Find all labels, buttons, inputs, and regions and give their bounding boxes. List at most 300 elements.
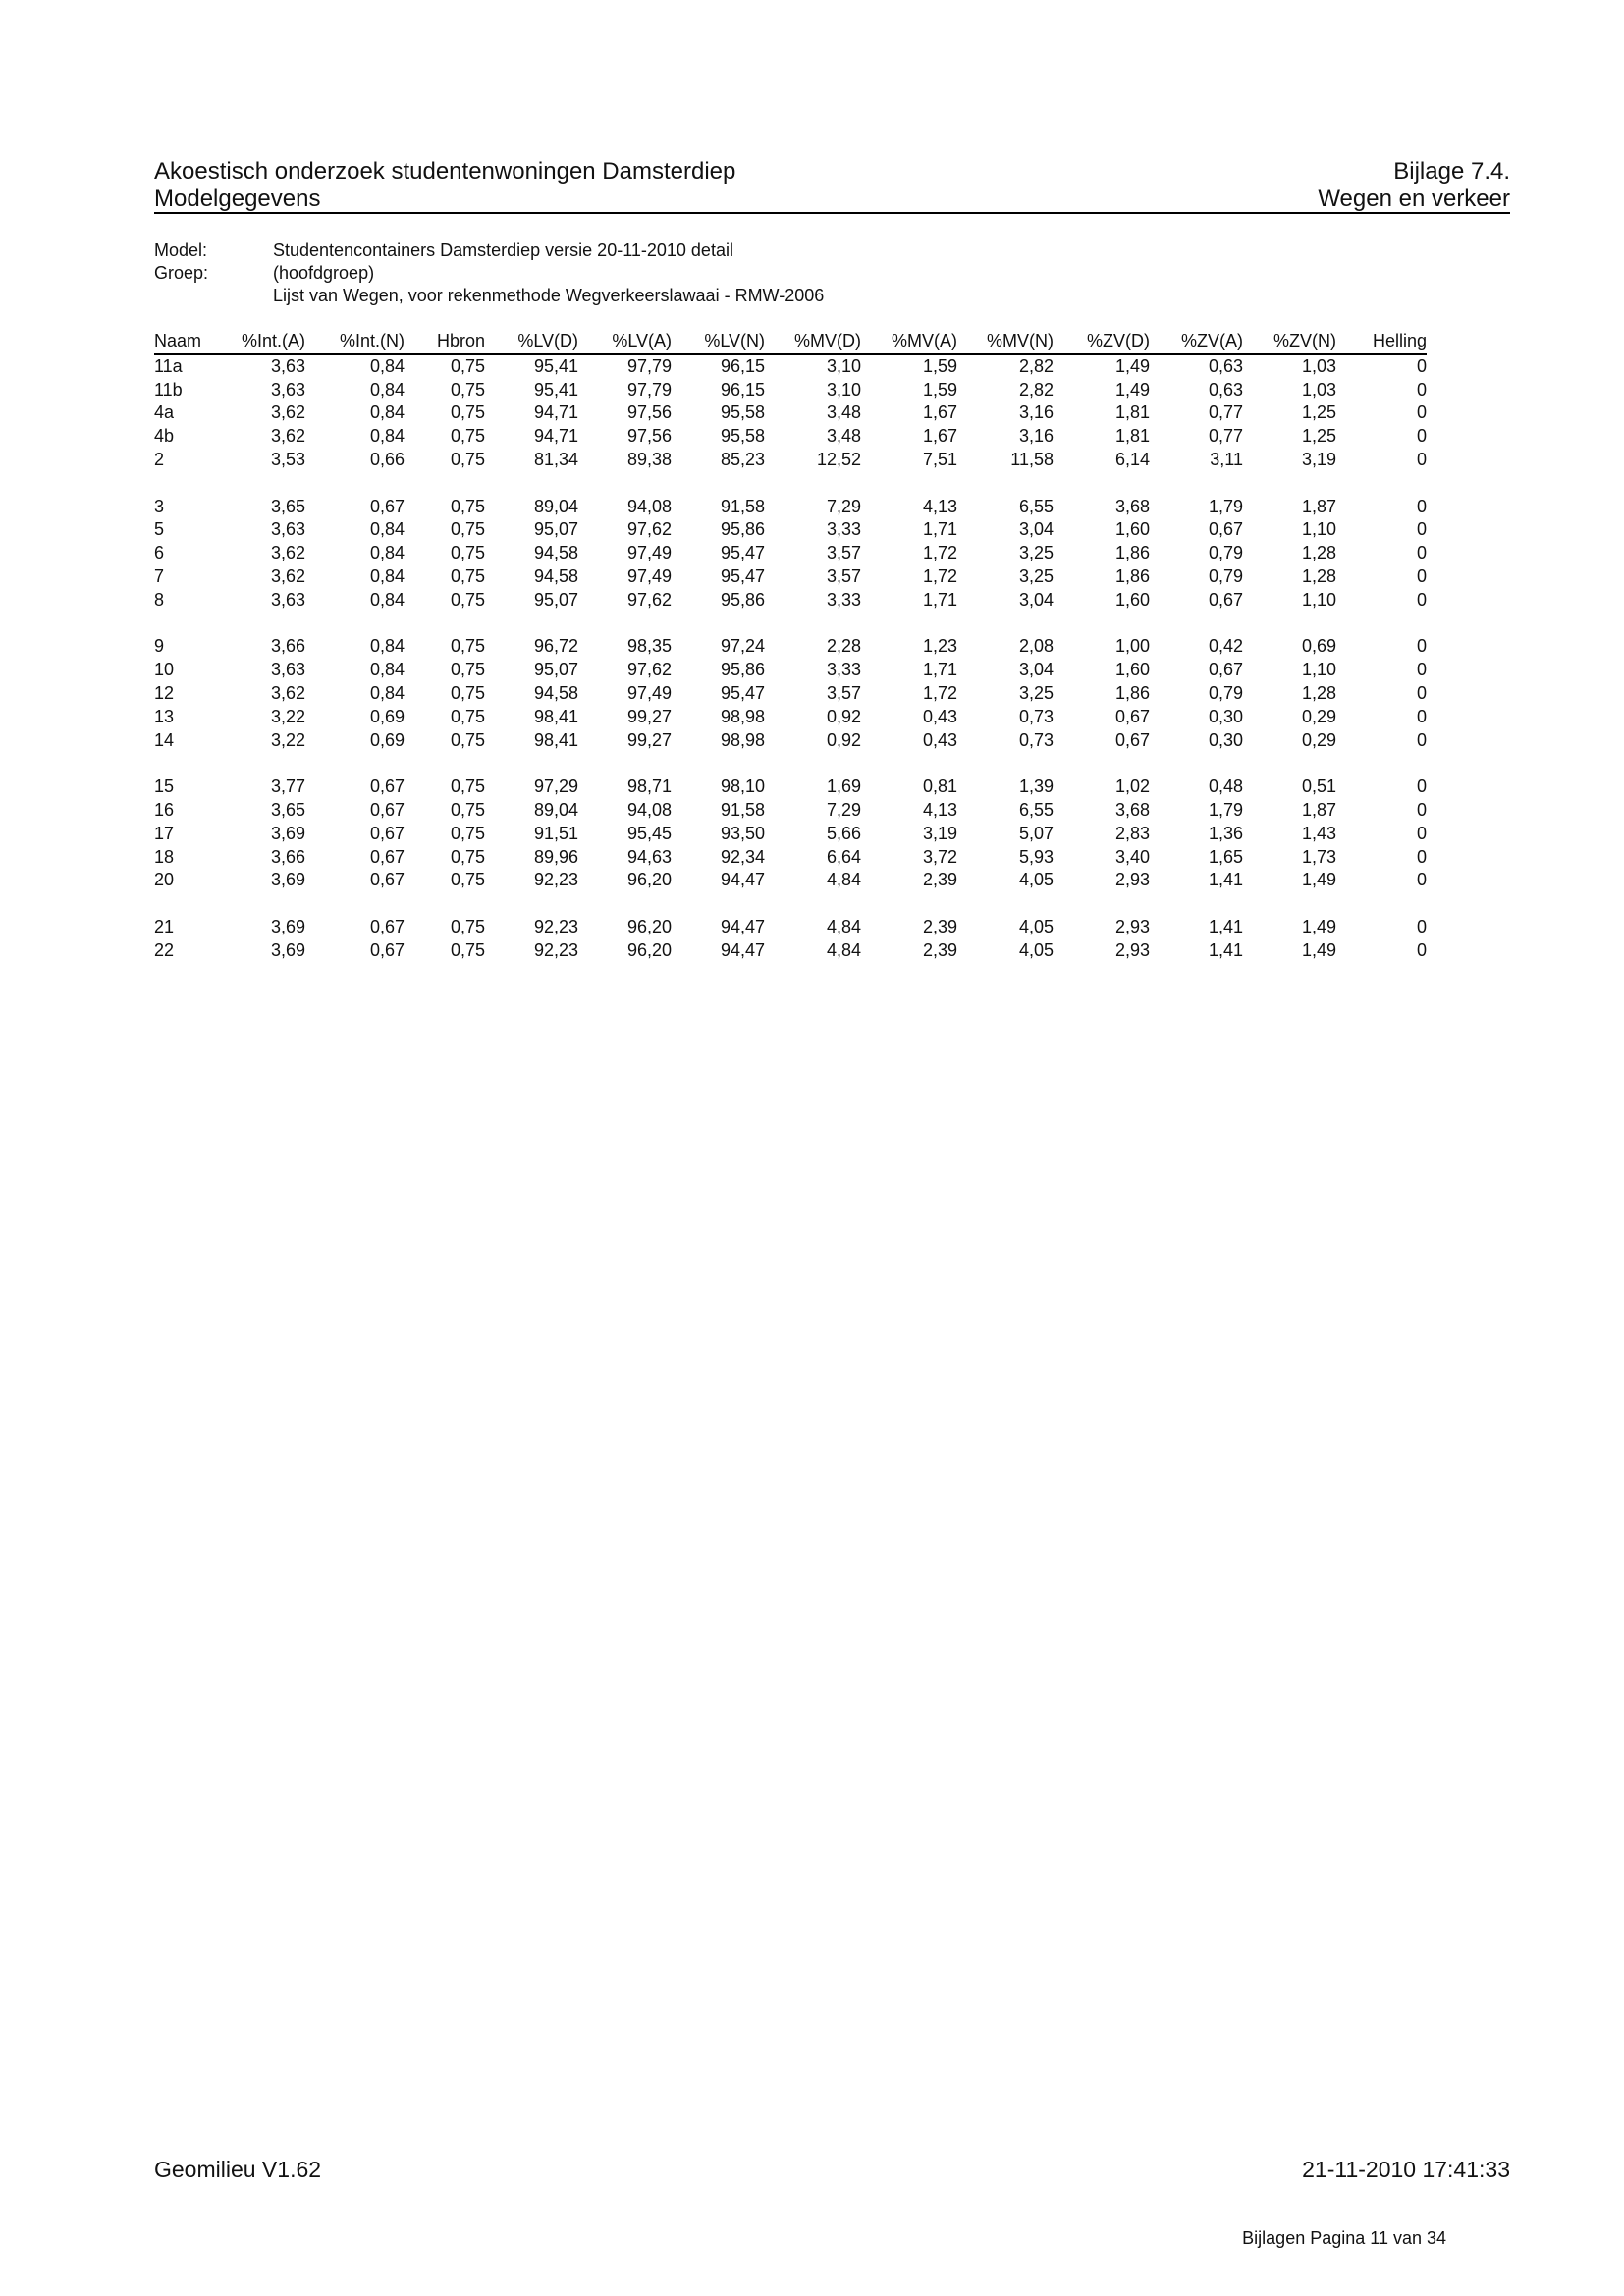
table-cell: 6,55 [1018, 799, 1054, 820]
table-cell: 2,93 [1114, 939, 1150, 960]
table-cell: 98,41 [533, 706, 578, 726]
table-cell: 1,49 [1301, 916, 1336, 936]
table-cell: 1,81 [1114, 402, 1150, 423]
table-cell: 1,60 [1114, 660, 1150, 680]
table-cell: 1,87 [1301, 799, 1336, 820]
table-cell: 97,79 [626, 355, 672, 376]
table-cell: 95,07 [533, 660, 578, 680]
road-name-cell: 5 [154, 519, 165, 540]
table-cell: 99,27 [626, 729, 672, 750]
table-cell: 1,02 [1114, 776, 1150, 797]
table-cell: 3,65 [270, 799, 305, 820]
table-row [154, 589, 1427, 613]
table-cell: 0,67 [369, 916, 405, 936]
table-cell: 92,34 [720, 846, 765, 867]
table-cell: 0 [1416, 660, 1427, 680]
table-cell: 92,23 [533, 939, 578, 960]
table-cell: 3,69 [270, 823, 305, 843]
table-cell: 0,81 [922, 776, 957, 797]
table-cell: 1,49 [1301, 939, 1336, 960]
table-row [154, 635, 1427, 659]
table-cell: 0,75 [450, 379, 485, 400]
table-cell: 94,08 [626, 799, 672, 820]
table-cell: 1,72 [922, 565, 957, 586]
table-cell: 95,47 [720, 682, 765, 703]
table-cell: 3,19 [922, 823, 957, 843]
table-body [154, 354, 1427, 963]
table-cell: 1,69 [826, 776, 861, 797]
table-cell: 0,75 [450, 519, 485, 540]
table-cell: 0,73 [1018, 706, 1054, 726]
table-cell: 0,75 [450, 916, 485, 936]
print-datetime: 21-11-2010 17:41:33 [1302, 2157, 1510, 2182]
table-cell: 0 [1416, 729, 1427, 750]
table-cell: 3,63 [270, 355, 305, 376]
table-cell: 0,77 [1208, 402, 1243, 423]
table-cell: 6,64 [826, 846, 861, 867]
table-cell: 99,27 [626, 706, 672, 726]
table-cell: 95,86 [720, 589, 765, 610]
table-cell: 97,62 [626, 519, 672, 540]
table-cell: 98,98 [720, 706, 765, 726]
table-cell: 97,49 [626, 543, 672, 563]
column-header: %ZV(N) [1273, 331, 1336, 350]
table-cell: 0 [1416, 496, 1427, 516]
road-name-cell: 9 [154, 636, 165, 657]
table-cell: 1,71 [922, 589, 957, 610]
table-cell: 0,75 [450, 496, 485, 516]
column-header: %Int.(A) [241, 331, 305, 350]
table-cell: 3,62 [270, 565, 305, 586]
table-cell: 1,60 [1114, 589, 1150, 610]
table-cell: 0,30 [1208, 706, 1243, 726]
table-cell: 95,07 [533, 589, 578, 610]
column-header: %MV(D) [794, 331, 861, 350]
table-cell: 1,39 [1018, 776, 1054, 797]
table-cell: 0 [1416, 682, 1427, 703]
groep-label: Groep: [154, 263, 209, 283]
table-cell: 3,63 [270, 589, 305, 610]
table-row [154, 916, 1427, 939]
table-cell: 3,25 [1018, 565, 1054, 586]
table-cell: 0,67 [1208, 519, 1243, 540]
table-cell: 3,63 [270, 660, 305, 680]
table-cell: 1,41 [1208, 870, 1243, 890]
table-cell: 0,75 [450, 589, 485, 610]
table-cell: 0,84 [369, 589, 405, 610]
table-cell: 0 [1416, 823, 1427, 843]
document-title: Akoestisch onderzoek studentenwoningen Damsterdiep [154, 158, 736, 185]
table-cell: 3,25 [1018, 682, 1054, 703]
table-cell: 4,84 [826, 870, 861, 890]
table-cell: 6,55 [1018, 496, 1054, 516]
table-cell: 3,48 [826, 426, 861, 447]
table-cell: 81,34 [533, 449, 578, 469]
table-cell: 2,39 [922, 870, 957, 890]
table-cell: 3,16 [1018, 402, 1054, 423]
road-name-cell: 7 [154, 565, 165, 586]
software-version: Geomilieu V1.62 [154, 2157, 322, 2182]
road-name-cell: 4a [154, 402, 175, 423]
table-cell: 3,16 [1018, 426, 1054, 447]
table-cell: 0,42 [1208, 636, 1243, 657]
table-cell: 0 [1416, 589, 1427, 610]
table-cell: 0,67 [369, 939, 405, 960]
road-name-cell: 14 [154, 729, 175, 750]
table-cell: 0 [1416, 776, 1427, 797]
table-cell: 98,98 [720, 729, 765, 750]
table-cell: 94,71 [533, 426, 578, 447]
table-cell: 3,63 [270, 379, 305, 400]
table-cell: 1,03 [1301, 355, 1336, 376]
table-cell: 0,75 [450, 682, 485, 703]
table-cell: 0 [1416, 426, 1427, 447]
road-name-cell: 15 [154, 776, 175, 797]
table-cell: 97,56 [626, 426, 672, 447]
table-cell: 4,84 [826, 939, 861, 960]
table-row [154, 706, 1427, 729]
table-cell: 1,59 [922, 379, 957, 400]
table-cell: 95,58 [720, 426, 765, 447]
table-cell: 3,65 [270, 496, 305, 516]
table-cell: 0,79 [1208, 682, 1243, 703]
header-line-2 [154, 186, 1510, 213]
table-cell: 0 [1416, 706, 1427, 726]
table-cell: 1,10 [1301, 519, 1336, 540]
table-cell: 0 [1416, 870, 1427, 890]
table-cell: 3,66 [270, 846, 305, 867]
table-cell: 92,23 [533, 870, 578, 890]
table-row [154, 939, 1427, 963]
table-cell: 98,71 [626, 776, 672, 797]
column-header: %LV(D) [517, 331, 578, 350]
table-cell: 0 [1416, 939, 1427, 960]
table-cell: 96,15 [720, 355, 765, 376]
table-cell: 97,79 [626, 379, 672, 400]
table-cell: 3,68 [1114, 496, 1150, 516]
table-cell: 89,04 [533, 496, 578, 516]
table-cell: 95,47 [720, 565, 765, 586]
table-cell: 3,62 [270, 402, 305, 423]
table-cell: 0,67 [369, 870, 405, 890]
table-cell: 0,84 [369, 543, 405, 563]
table-cell: 4,05 [1018, 939, 1054, 960]
page-number: Bijlagen Pagina 11 van 34 [1242, 2228, 1446, 2248]
table-cell: 1,72 [922, 543, 957, 563]
table-cell: 91,58 [720, 799, 765, 820]
table-cell: 95,45 [626, 823, 672, 843]
table-cell: 0,75 [450, 846, 485, 867]
table-cell: 0,30 [1208, 729, 1243, 750]
table-cell: 1,71 [922, 660, 957, 680]
table-cell: 0,84 [369, 379, 405, 400]
header-divider [154, 212, 1510, 214]
table-cell: 2,83 [1114, 823, 1150, 843]
table-cell: 3,04 [1018, 589, 1054, 610]
table-cell: 0,75 [450, 799, 485, 820]
groep-value: (hoofdgroep) [273, 263, 375, 283]
table-cell: 3,22 [270, 706, 305, 726]
column-header: Naam [154, 331, 202, 350]
table-cell: 12,52 [816, 449, 861, 469]
table-cell: 0,73 [1018, 729, 1054, 750]
table-cell: 0,67 [369, 823, 405, 843]
table-row [154, 846, 1427, 870]
road-name-cell: 2 [154, 449, 165, 469]
column-header: %ZV(D) [1087, 331, 1150, 350]
road-name-cell: 10 [154, 660, 175, 680]
table-cell: 4,05 [1018, 916, 1054, 936]
table-cell: 96,20 [626, 916, 672, 936]
table-cell: 3,77 [270, 776, 305, 797]
table-cell: 0,79 [1208, 543, 1243, 563]
table-cell: 0,84 [369, 660, 405, 680]
table-cell: 4,05 [1018, 870, 1054, 890]
table-cell: 85,23 [720, 449, 765, 469]
table-cell: 0 [1416, 799, 1427, 820]
road-name-cell: 22 [154, 939, 175, 960]
table-cell: 0,84 [369, 519, 405, 540]
table-cell: 0,75 [450, 565, 485, 586]
table-cell: 0,67 [1114, 729, 1150, 750]
table-cell: 3,57 [826, 543, 861, 563]
table-cell: 1,36 [1208, 823, 1243, 843]
table-cell: 0,63 [1208, 379, 1243, 400]
table-cell: 0,63 [1208, 355, 1243, 376]
table-cell: 0,51 [1301, 776, 1336, 797]
table-cell: 0,67 [1114, 706, 1150, 726]
table-cell: 0,67 [369, 496, 405, 516]
table-cell: 1,79 [1208, 799, 1243, 820]
table-cell: 97,24 [720, 636, 765, 657]
table-cell: 0,84 [369, 402, 405, 423]
table-cell: 2,82 [1018, 355, 1054, 376]
lijst-description: Lijst van Wegen, voor rekenmethode Wegverkeerslawaai - RMW-2006 [273, 286, 825, 305]
table-cell: 0,67 [369, 776, 405, 797]
table-row [154, 379, 1427, 402]
table-cell: 93,50 [720, 823, 765, 843]
table-cell: 0,92 [826, 706, 861, 726]
table-cell: 3,62 [270, 543, 305, 563]
table-cell: 3,25 [1018, 543, 1054, 563]
column-header: %LV(A) [612, 331, 672, 350]
table-row [154, 496, 1427, 519]
table-cell: 1,49 [1114, 379, 1150, 400]
table-cell: 97,56 [626, 402, 672, 423]
table-cell: 3,69 [270, 916, 305, 936]
table-cell: 3,66 [270, 636, 305, 657]
table-cell: 0,75 [450, 402, 485, 423]
table-cell: 98,35 [626, 636, 672, 657]
table-cell: 0,75 [450, 870, 485, 890]
table-cell: 1,59 [922, 355, 957, 376]
table-cell: 0,67 [1208, 660, 1243, 680]
table-cell: 2,93 [1114, 870, 1150, 890]
table-row [154, 869, 1427, 892]
table-cell: 5,07 [1018, 823, 1054, 843]
table-cell: 3,57 [826, 565, 861, 586]
table-cell: 94,58 [533, 682, 578, 703]
table-cell: 95,41 [533, 379, 578, 400]
table-cell: 0 [1416, 449, 1427, 469]
road-name-cell: 17 [154, 823, 175, 843]
group-spacer [154, 892, 1427, 916]
table-cell: 95,58 [720, 402, 765, 423]
table-cell: 95,86 [720, 519, 765, 540]
table-cell: 0 [1416, 636, 1427, 657]
table-cell: 1,43 [1301, 823, 1336, 843]
roads-table [154, 330, 1427, 963]
table-cell: 94,63 [626, 846, 672, 867]
table-cell: 1,28 [1301, 682, 1336, 703]
column-header: %ZV(A) [1181, 331, 1243, 350]
table-cell: 0,84 [369, 565, 405, 586]
table-cell: 95,07 [533, 519, 578, 540]
table-cell: 0 [1416, 379, 1427, 400]
table-row [154, 401, 1427, 425]
table-cell: 11,58 [1010, 449, 1054, 469]
table-cell: 3,33 [826, 519, 861, 540]
table-cell: 0,75 [450, 355, 485, 376]
table-cell: 2,39 [922, 939, 957, 960]
table-cell: 1,28 [1301, 543, 1336, 563]
table-cell: 0,29 [1301, 706, 1336, 726]
table-cell: 0,75 [450, 660, 485, 680]
table-header-row [154, 330, 1427, 354]
table-cell: 97,62 [626, 660, 672, 680]
table-cell: 0 [1416, 355, 1427, 376]
table-cell: 1,72 [922, 682, 957, 703]
table-cell: 3,10 [826, 355, 861, 376]
table-cell: 3,62 [270, 682, 305, 703]
table-cell: 0,92 [826, 729, 861, 750]
table-cell: 94,47 [720, 870, 765, 890]
table-cell: 1,71 [922, 519, 957, 540]
table-cell: 7,29 [826, 496, 861, 516]
table-cell: 94,47 [720, 939, 765, 960]
table-cell: 4,13 [922, 496, 957, 516]
table-cell: 1,86 [1114, 543, 1150, 563]
table-row [154, 449, 1427, 472]
table-cell: 0,84 [369, 426, 405, 447]
table-cell: 95,86 [720, 660, 765, 680]
table-cell: 3,19 [1301, 449, 1336, 469]
table-cell: 1,25 [1301, 402, 1336, 423]
table-cell: 0 [1416, 916, 1427, 936]
column-header: %LV(N) [704, 331, 765, 350]
table-cell: 5,93 [1018, 846, 1054, 867]
table-cell: 1,25 [1301, 426, 1336, 447]
table-cell: 96,20 [626, 939, 672, 960]
table-cell: 0 [1416, 543, 1427, 563]
table-cell: 1,73 [1301, 846, 1336, 867]
table-cell: 3,53 [270, 449, 305, 469]
table-cell: 0,67 [369, 799, 405, 820]
table-cell: 89,96 [533, 846, 578, 867]
column-header: %MV(N) [987, 331, 1054, 350]
table-cell: 6,14 [1114, 449, 1150, 469]
table-cell: 1,28 [1301, 565, 1336, 586]
table-cell: 97,49 [626, 682, 672, 703]
table-row [154, 659, 1427, 682]
table-row [154, 518, 1427, 542]
table-cell: 1,23 [922, 636, 957, 657]
table-cell: 3,62 [270, 426, 305, 447]
table-row [154, 565, 1427, 589]
table-cell: 1,81 [1114, 426, 1150, 447]
table-cell: 0,43 [922, 706, 957, 726]
table-cell: 1,49 [1301, 870, 1336, 890]
table-cell: 0,84 [369, 355, 405, 376]
table-cell: 1,49 [1114, 355, 1150, 376]
table-cell: 91,58 [720, 496, 765, 516]
table-cell: 2,08 [1018, 636, 1054, 657]
table-cell: 94,08 [626, 496, 672, 516]
table-cell: 97,29 [533, 776, 578, 797]
table-cell: 7,51 [922, 449, 957, 469]
table-cell: 3,57 [826, 682, 861, 703]
table-cell: 0,75 [450, 426, 485, 447]
table-row [154, 354, 1427, 379]
table-cell: 0,75 [450, 776, 485, 797]
table-cell: 5,66 [826, 823, 861, 843]
model-label: Model: [154, 240, 208, 260]
road-name-cell: 21 [154, 916, 175, 936]
table-cell: 2,82 [1018, 379, 1054, 400]
table-cell: 7,29 [826, 799, 861, 820]
road-name-cell: 8 [154, 589, 165, 610]
table-cell: 3,40 [1114, 846, 1150, 867]
group-spacer [154, 472, 1427, 496]
table-cell: 1,60 [1114, 519, 1150, 540]
table-row [154, 682, 1427, 706]
table-cell: 0,84 [369, 636, 405, 657]
road-name-cell: 20 [154, 870, 175, 890]
model-value: Studentencontainers Damsterdiep versie 20-11-2010 detail [273, 240, 733, 260]
document-subtitle: Modelgegevens [154, 186, 321, 212]
table-cell: 0,67 [369, 846, 405, 867]
table-cell: 2,28 [826, 636, 861, 657]
table-cell: 0,67 [1208, 589, 1243, 610]
table-cell: 3,04 [1018, 660, 1054, 680]
table-cell: 89,38 [626, 449, 672, 469]
table-cell: 3,68 [1114, 799, 1150, 820]
table-cell: 0,69 [369, 729, 405, 750]
table-cell: 0,79 [1208, 565, 1243, 586]
table-cell: 95,41 [533, 355, 578, 376]
header-line-1 [154, 158, 1510, 186]
road-name-cell: 3 [154, 496, 165, 516]
table-cell: 0,75 [450, 939, 485, 960]
column-header: %Int.(N) [339, 331, 405, 350]
table-cell: 3,48 [826, 402, 861, 423]
table-cell: 1,10 [1301, 660, 1336, 680]
table-cell: 4,13 [922, 799, 957, 820]
table-cell: 1,67 [922, 402, 957, 423]
table-cell: 98,41 [533, 729, 578, 750]
table-cell: 94,71 [533, 402, 578, 423]
table-cell: 1,10 [1301, 589, 1336, 610]
table-cell: 1,86 [1114, 565, 1150, 586]
table-cell: 96,20 [626, 870, 672, 890]
table-cell: 1,86 [1114, 682, 1150, 703]
table-cell: 0,69 [1301, 636, 1336, 657]
table-cell: 1,87 [1301, 496, 1336, 516]
table-cell: 92,23 [533, 916, 578, 936]
table-cell: 0 [1416, 519, 1427, 540]
column-header: Helling [1372, 331, 1427, 350]
road-name-cell: 4b [154, 426, 175, 447]
